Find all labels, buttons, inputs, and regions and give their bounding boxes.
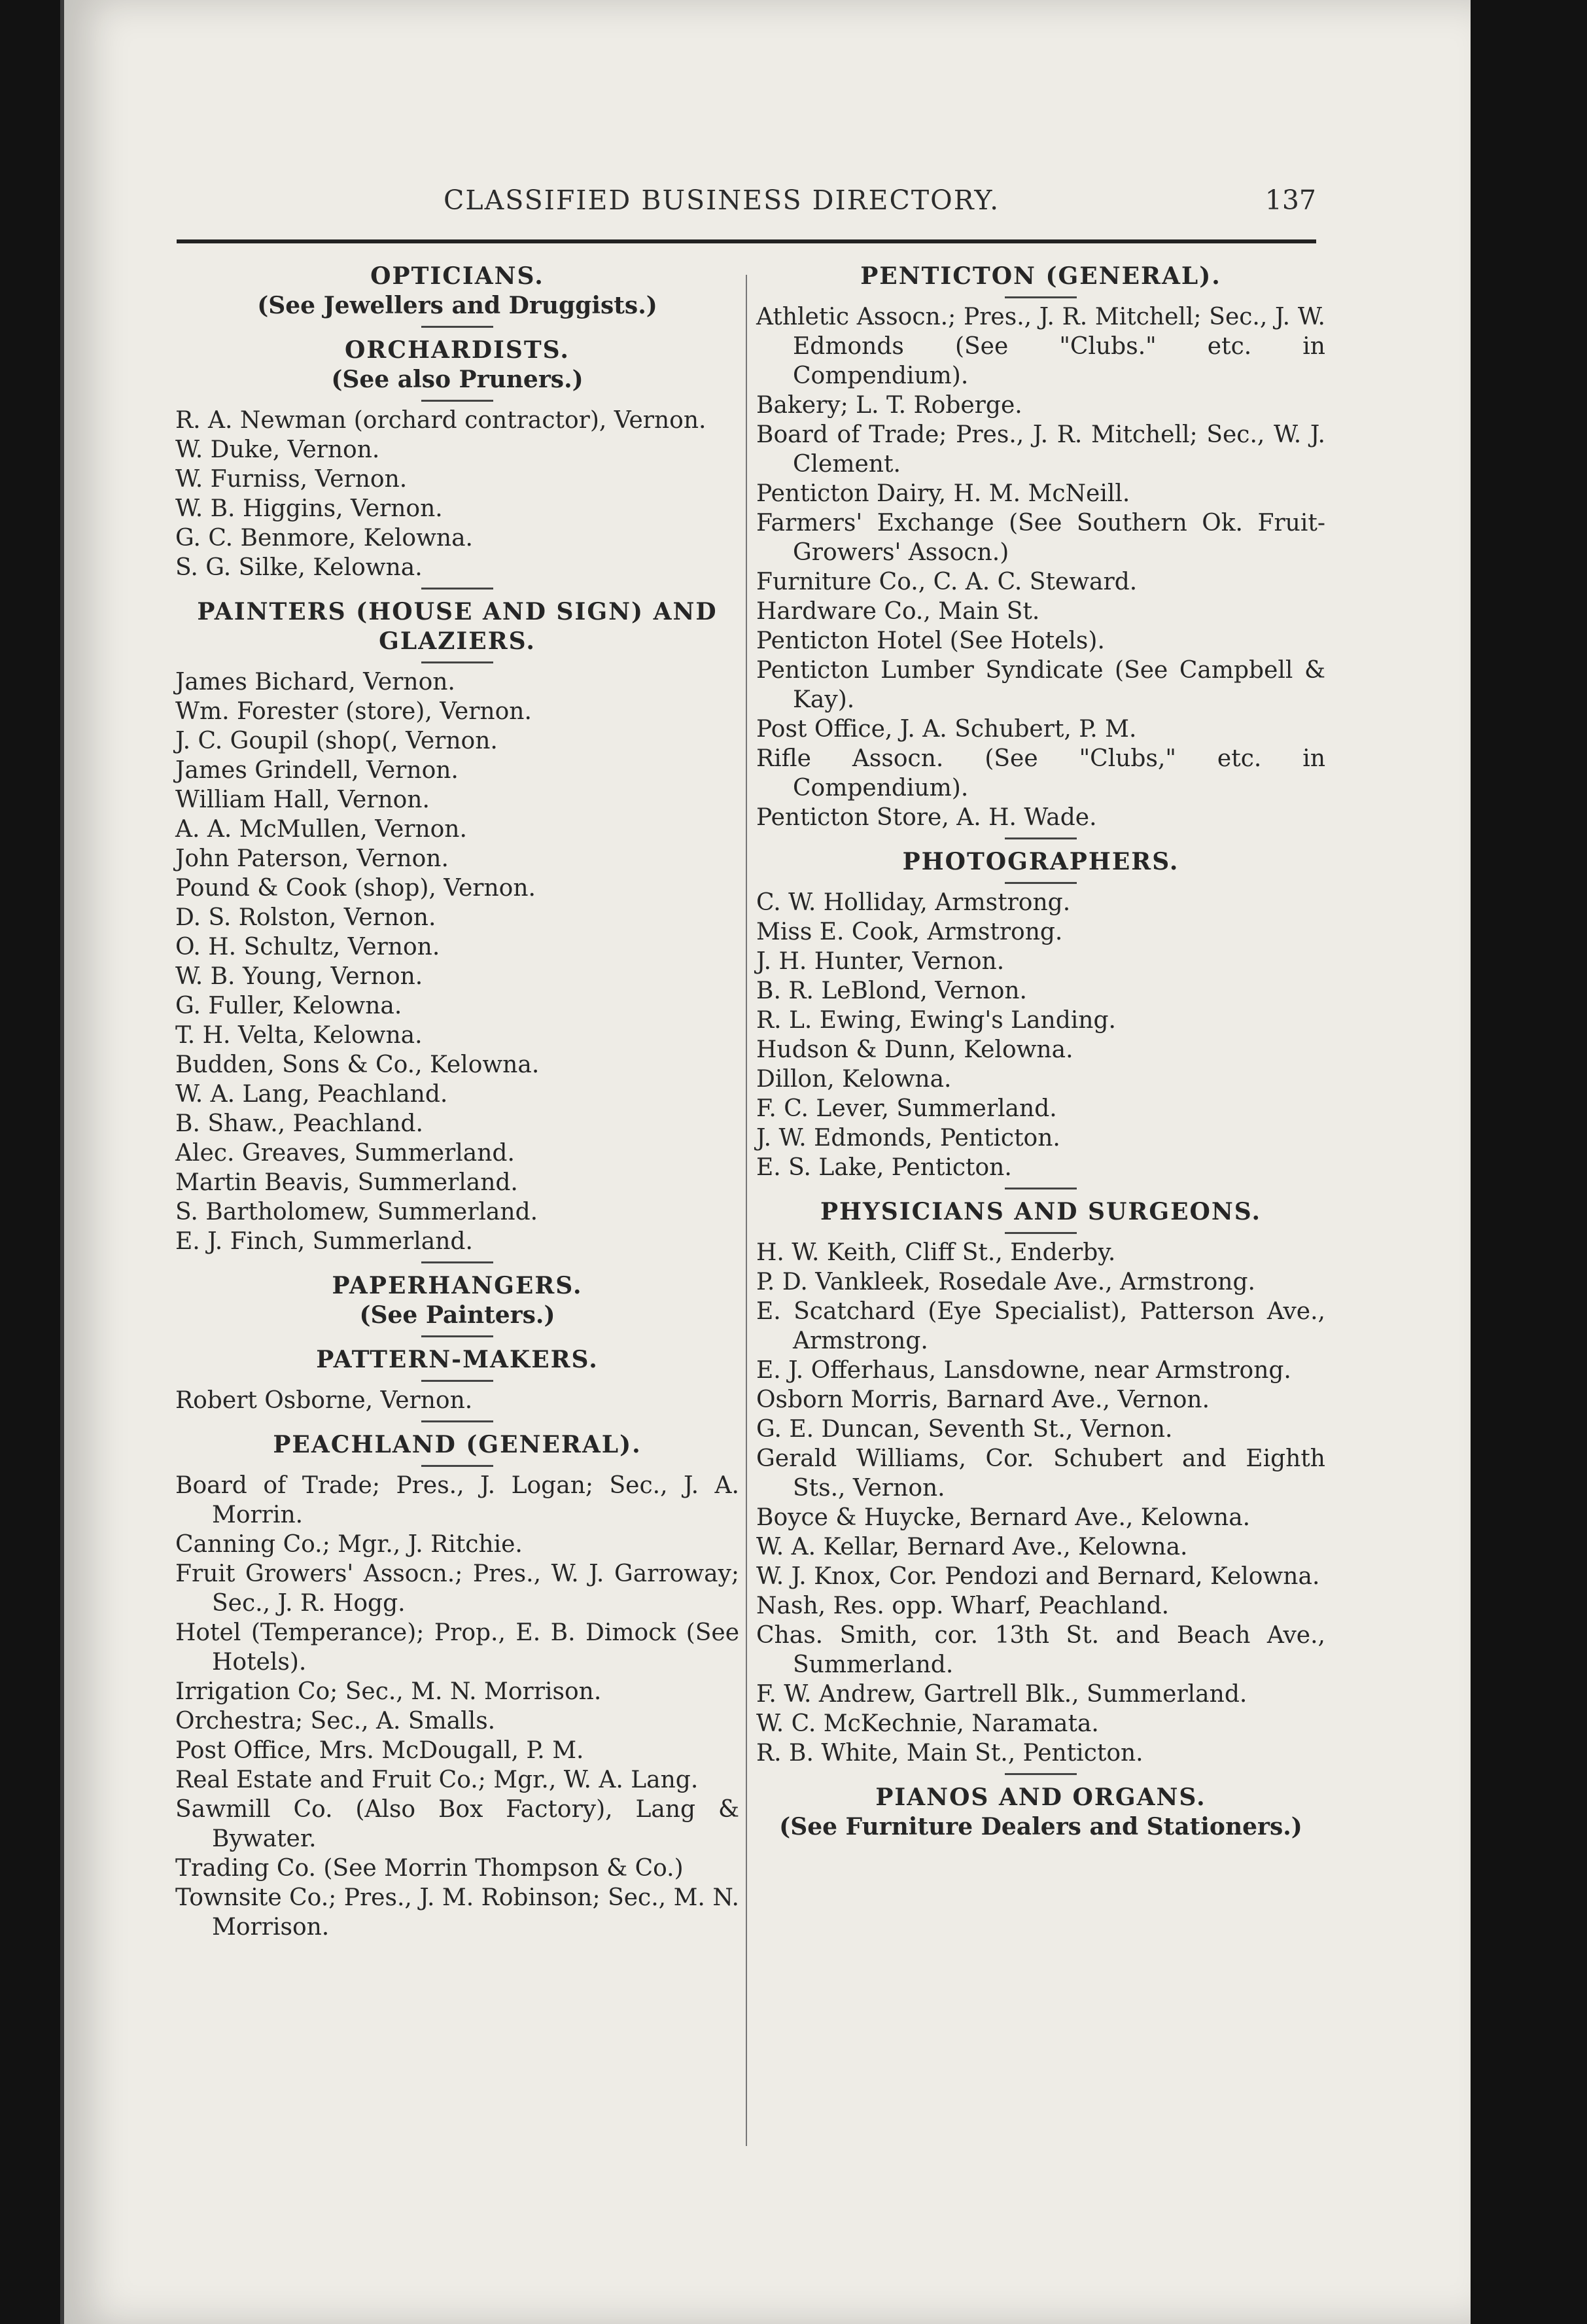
column-divider: [746, 275, 747, 2146]
running-title: CLASSIFIED BUSINESS DIRECTORY.: [444, 185, 1000, 216]
heading-underline: [421, 400, 493, 402]
directory-entry: Orchestra; Sec., A. Smalls.: [175, 1708, 496, 1734]
heading-underline: [1005, 882, 1077, 884]
directory-entry: Gerald Williams, Cor. Schubert and Eighth Sts., Vernon.: [756, 1445, 1325, 1502]
directory-entry: Chas. Smith, cor. 13th St. and Beach Ave., Summerland.: [756, 1622, 1325, 1678]
section-separator: [1005, 1188, 1077, 1189]
directory-entry: A. A. McMullen, Vernon.: [175, 816, 467, 843]
directory-entry: R. L. Ewing, Ewing's Landing.: [756, 1007, 1116, 1034]
section-cross-reference: (See Jewellers and Druggists.): [257, 292, 657, 319]
directory-entry: W. A. Lang, Peachland.: [175, 1081, 448, 1108]
section-heading: OPTICIANS.: [370, 262, 544, 290]
directory-entry: W. B. Young, Vernon.: [175, 963, 423, 990]
directory-entry: R. B. White, Main St., Penticton.: [756, 1740, 1143, 1767]
directory-entry: Farmers' Exchange (See Southern Ok. Fruit-Growers' Assocn.): [756, 510, 1325, 566]
directory-section: [175, 1335, 739, 1415]
directory-entry: W. C. McKechnie, Naramata.: [756, 1710, 1099, 1737]
section-cross-reference: (See Furniture Dealers and Stationers.): [779, 1813, 1302, 1840]
directory-entry: Real Estate and Fruit Co.; Mgr., W. A. Lang.: [175, 1767, 699, 1793]
page-number: 137: [1264, 185, 1316, 216]
directory-entry: H. W. Keith, Cliff St., Enderby.: [756, 1239, 1116, 1266]
directory-entry: Bakery; L. T. Roberge.: [756, 392, 1022, 419]
directory-entry: G. Fuller, Kelowna.: [175, 993, 402, 1019]
section-cross-reference: (See Painters.): [359, 1301, 555, 1329]
directory-entry: Penticton Hotel (See Hotels).: [756, 627, 1105, 654]
directory-entry: E. S. Lake, Penticton.: [756, 1154, 1012, 1181]
section-heading: PENTICTON (GENERAL).: [860, 262, 1221, 290]
directory-entry: S. G. Silke, Kelowna.: [175, 554, 423, 581]
section-heading: PATTERN-MAKERS.: [316, 1346, 599, 1373]
left-column: [175, 262, 739, 1942]
directory-entry: Townsite Co.; Pres., J. M. Robinson; Sec., M. N. Morrison.: [175, 1884, 739, 1941]
directory-entry: W. Furniss, Vernon.: [175, 466, 408, 493]
directory-section: [175, 262, 739, 321]
directory-entry: Hotel (Temperance); Prop., E. B. Dimock (See Hotels).: [175, 1619, 739, 1676]
section-separator: [421, 1335, 493, 1337]
directory-section: [756, 1188, 1325, 1768]
directory-entry: J. C. Goupil (shop(, Vernon.: [175, 728, 498, 754]
directory-entry: Pound & Cook (shop), Vernon.: [175, 875, 536, 902]
directory-section: [175, 326, 739, 582]
directory-entry: William Hall, Vernon.: [175, 786, 430, 813]
directory-entry: B. Shaw., Peachland.: [175, 1110, 423, 1137]
page-header: [373, 185, 1316, 224]
directory-entry: Fruit Growers' Assocn.; Pres., W. J. Garroway; Sec., J. R. Hogg.: [175, 1560, 739, 1617]
directory-entry: G. E. Duncan, Seventh St., Vernon.: [756, 1416, 1173, 1443]
directory-section: [175, 1420, 739, 1942]
header-rule: [177, 239, 1316, 243]
directory-entry: Budden, Sons & Co., Kelowna.: [175, 1051, 540, 1078]
directory-entry: C. W. Holliday, Armstrong.: [756, 889, 1071, 916]
directory-entry: James Bichard, Vernon.: [175, 669, 455, 695]
directory-entry: Penticton Lumber Syndicate (See Campbell & Kay).: [756, 657, 1325, 713]
section-heading: PAINTERS (HOUSE AND SIGN) AND GLAZIERS.: [197, 598, 718, 655]
directory-entry: Hardware Co., Main St.: [756, 598, 1040, 625]
directory-entry: Rifle Assocn. (See "Clubs," etc. in Compendium).: [756, 745, 1325, 801]
heading-underline: [421, 661, 493, 663]
directory-section: [756, 837, 1325, 1182]
section-separator: [1005, 837, 1077, 839]
directory-entry: E. J. Finch, Summerland.: [175, 1228, 473, 1255]
directory-entry: E. Scatchard (Eye Specialist), Patterson Ave., Armstrong.: [756, 1298, 1325, 1354]
section-heading: PHOTOGRAPHERS.: [902, 848, 1179, 875]
directory-section: [175, 588, 739, 1256]
directory-entry: Alec. Greaves, Summerland.: [175, 1140, 515, 1167]
directory-entry: W. Duke, Vernon.: [175, 436, 380, 463]
right-column: [756, 262, 1325, 1842]
directory-entry: W. J. Knox, Cor. Pendozi and Bernard, Kelowna.: [756, 1563, 1320, 1590]
directory-entry: J. H. Hunter, Vernon.: [756, 948, 1005, 975]
section-heading: PAPERHANGERS.: [332, 1272, 583, 1299]
directory-entry: Furniture Co., C. A. C. Steward.: [756, 569, 1138, 595]
directory-entry: Board of Trade; Pres., J. R. Mitchell; Sec., W. J. Clement.: [756, 421, 1325, 478]
directory-entry: F. C. Lever, Summerland.: [756, 1095, 1057, 1122]
directory-entry: Martin Beavis, Summerland.: [175, 1169, 518, 1196]
directory-entry: B. R. LeBlond, Vernon.: [756, 977, 1027, 1004]
section-heading: PIANOS AND ORGANS.: [875, 1784, 1206, 1811]
directory-entry: R. A. Newman (orchard contractor), Vernon.: [175, 407, 706, 434]
section-separator: [1005, 1773, 1077, 1775]
directory-entry: Trading Co. (See Morrin Thompson & Co.): [175, 1855, 684, 1882]
directory-entry: James Grindell, Vernon.: [175, 757, 459, 784]
directory-entry: Irrigation Co; Sec., M. N. Morrison.: [175, 1678, 602, 1705]
heading-underline: [421, 1380, 493, 1382]
section-separator: [421, 588, 493, 590]
directory-entry: Miss E. Cook, Armstrong.: [756, 919, 1063, 945]
section-separator: [421, 1420, 493, 1422]
directory-entry: Wm. Forester (store), Vernon.: [175, 698, 532, 725]
directory-entry: W. A. Kellar, Bernard Ave., Kelowna.: [756, 1534, 1188, 1560]
directory-entry: John Paterson, Vernon.: [175, 845, 449, 872]
directory-entry: Hudson & Dunn, Kelowna.: [756, 1036, 1073, 1063]
directory-entry: D. S. Rolston, Vernon.: [175, 904, 436, 931]
section-cross-reference: (See also Pruners.): [331, 366, 584, 393]
heading-underline: [1005, 296, 1077, 298]
directory-entry: F. W. Andrew, Gartrell Blk., Summerland.: [756, 1681, 1247, 1708]
directory-section: [756, 1773, 1325, 1842]
section-heading: ORCHARDISTS.: [345, 336, 570, 364]
directory-entry: Nash, Res. opp. Wharf, Peachland.: [756, 1593, 1170, 1619]
section-separator: [421, 326, 493, 328]
section-heading: PHYSICIANS AND SURGEONS.: [820, 1198, 1262, 1225]
directory-section: [756, 262, 1325, 832]
directory-entry: Post Office, J. A. Schubert, P. M.: [756, 716, 1137, 743]
directory-entry: Boyce & Huycke, Bernard Ave., Kelowna.: [756, 1504, 1251, 1531]
directory-entry: Canning Co.; Mgr., J. Ritchie.: [175, 1531, 523, 1558]
directory-entry: P. D. Vankleek, Rosedale Ave., Armstrong.: [756, 1269, 1255, 1295]
directory-entry: J. W. Edmonds, Penticton.: [756, 1125, 1060, 1152]
directory-entry: Robert Osborne, Vernon.: [175, 1387, 473, 1414]
directory-entry: Dillon, Kelowna.: [756, 1066, 952, 1093]
directory-entry: Post Office, Mrs. McDougall, P. M.: [175, 1737, 584, 1764]
directory-entry: W. B. Higgins, Vernon.: [175, 495, 443, 522]
directory-section: [175, 1261, 739, 1330]
directory-entry: Penticton Store, A. H. Wade.: [756, 804, 1097, 831]
directory-entry: S. Bartholomew, Summerland.: [175, 1199, 538, 1225]
directory-entry: G. C. Benmore, Kelowna.: [175, 525, 473, 552]
section-heading: PEACHLAND (GENERAL).: [273, 1431, 642, 1458]
section-separator: [421, 1261, 493, 1263]
directory-entry: T. H. Velta, Kelowna.: [175, 1022, 423, 1049]
directory-entry: Board of Trade; Pres., J. Logan; Sec., J. A. Morrin.: [175, 1472, 739, 1528]
directory-entry: Sawmill Co. (Also Box Factory), Lang & Bywater.: [175, 1796, 739, 1852]
directory-entry: E. J. Offerhaus, Lansdowne, near Armstrong.: [756, 1357, 1291, 1384]
heading-underline: [421, 1465, 493, 1467]
heading-underline: [1005, 1232, 1077, 1234]
directory-entry: O. H. Schultz, Vernon.: [175, 934, 440, 960]
directory-entry: Penticton Dairy, H. M. McNeill.: [756, 480, 1130, 507]
directory-entry: Athletic Assocn.; Pres., J. R. Mitchell; Sec., J. W. Edmonds (See "Clubs." etc. in Compendium).: [756, 304, 1325, 389]
directory-entry: Osborn Morris, Barnard Ave., Vernon.: [756, 1386, 1210, 1413]
